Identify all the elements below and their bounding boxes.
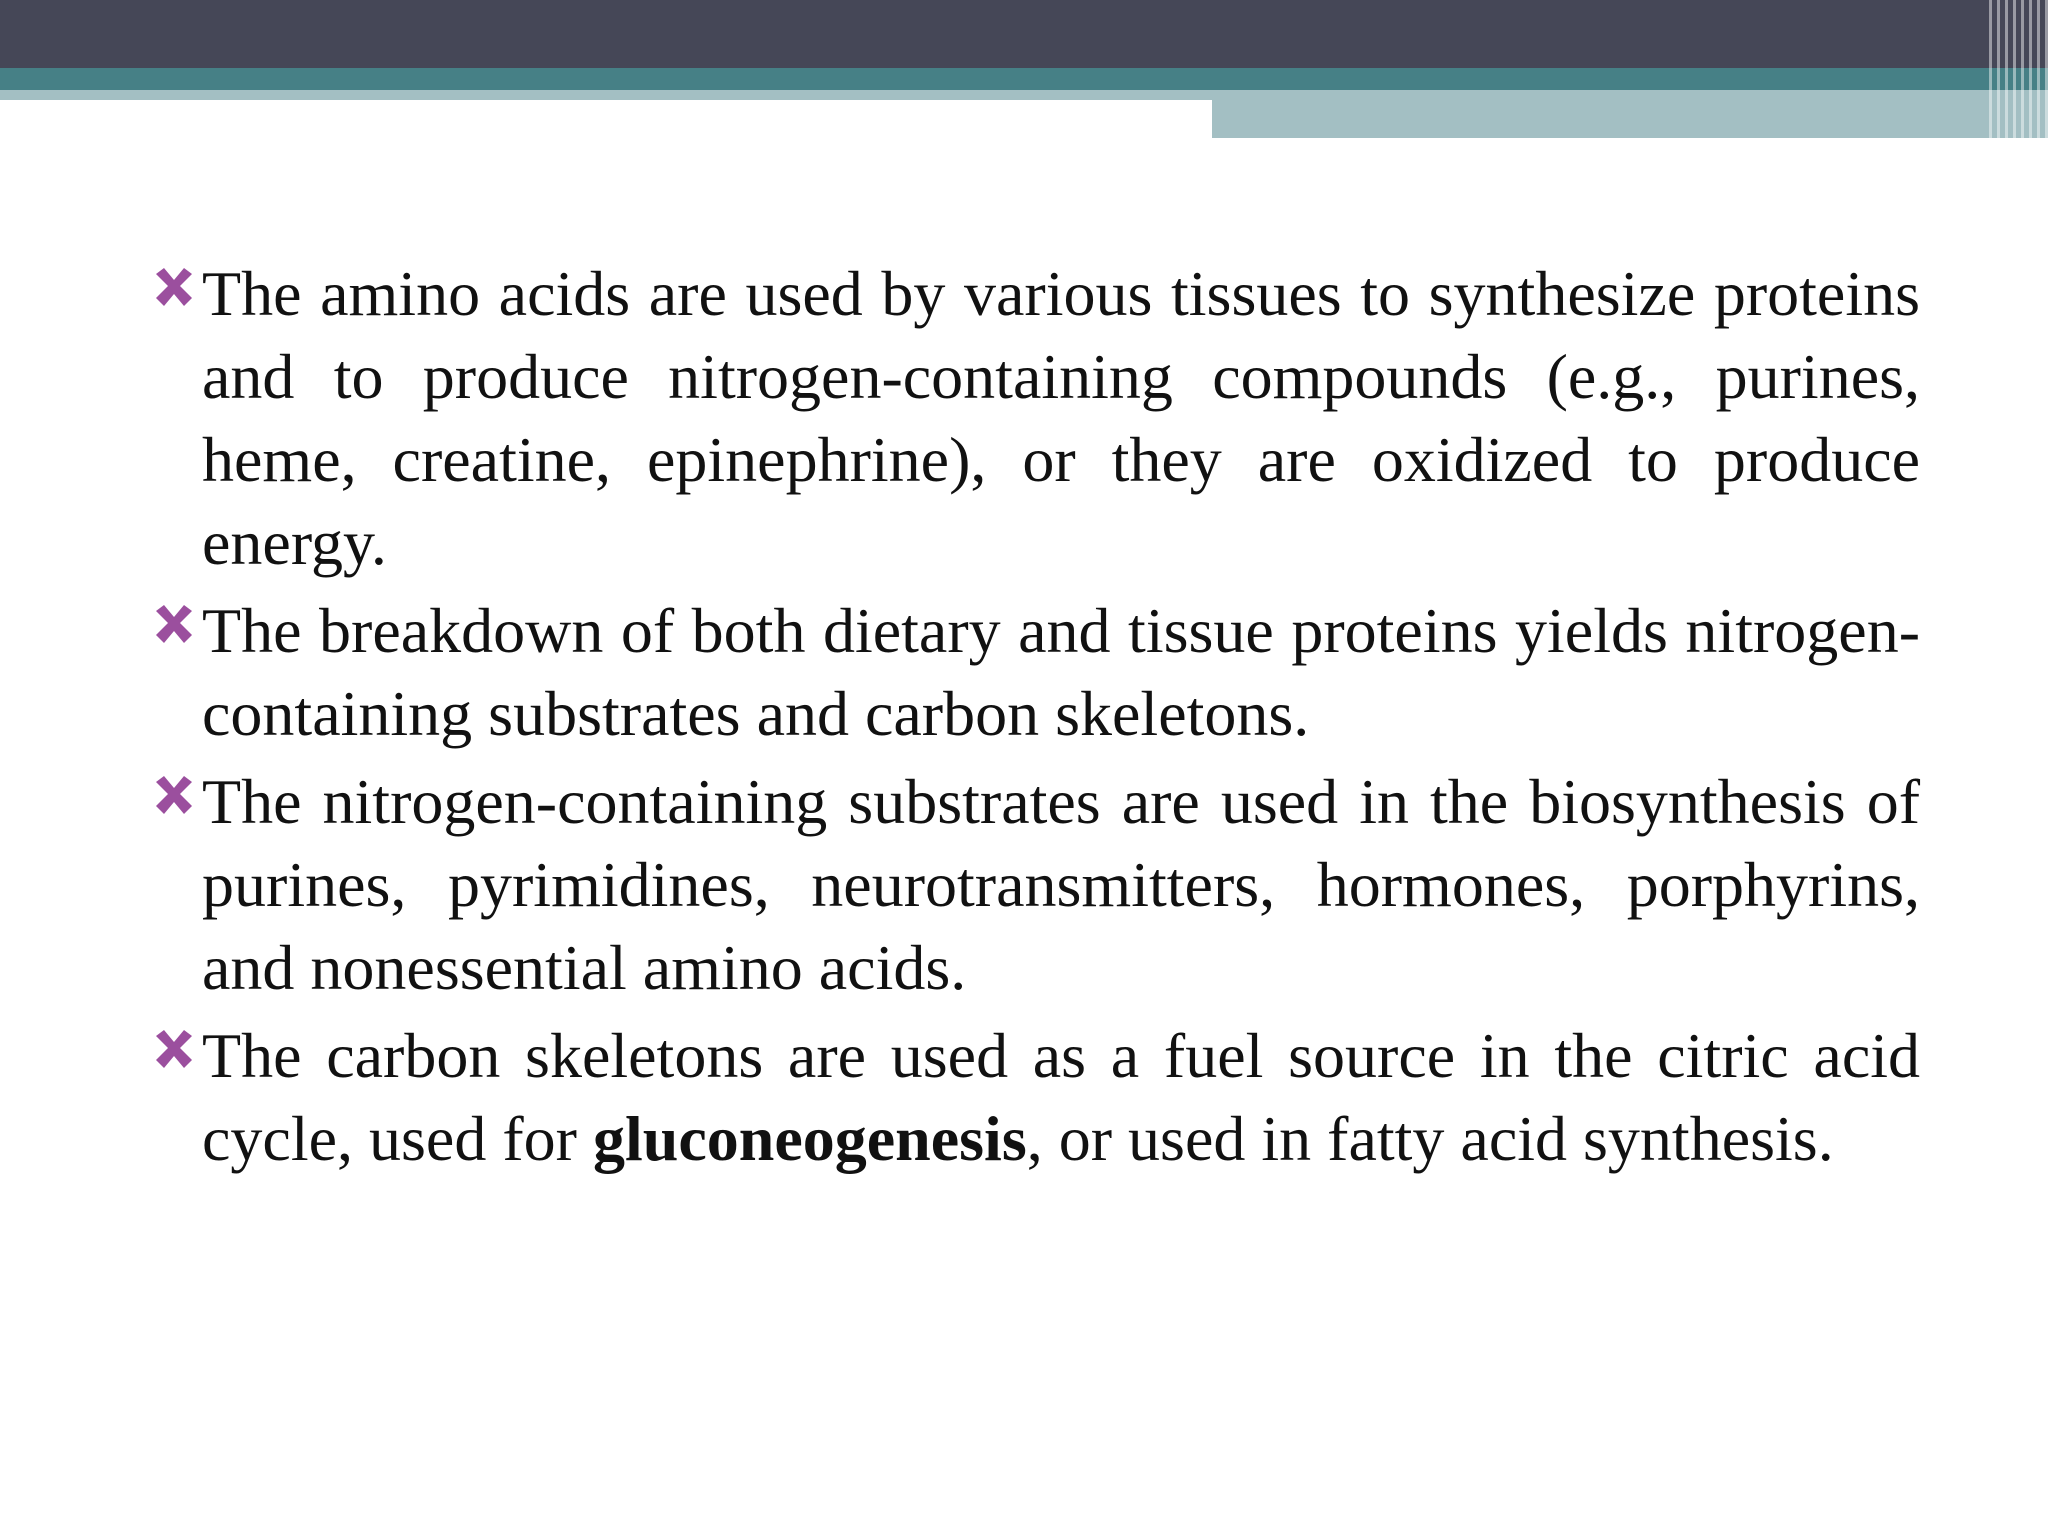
bullet-item <box>150 252 1920 584</box>
bullet-item <box>150 760 1920 1009</box>
header-teal-bar <box>0 68 2048 90</box>
bold-term-gluconeogenesis: gluconeogenesis <box>592 1103 1027 1174</box>
bullet-text <box>202 1020 1920 1174</box>
bullet-text-part: The carbon skeletons are used as a fuel source in the citric acid cycle, used for <box>202 1020 1920 1174</box>
x-mark-icon <box>150 264 198 312</box>
bullet-item <box>150 589 1920 755</box>
bullet-text: The nitrogen-containing substrates are used in the biosynthesis of purines, pyrimidines, neurotransmitters, hormones, porphyrins, and nonessential amino acids. <box>202 766 1920 1003</box>
bullet-text-part: , or used in fatty acid synthesis. <box>1026 1103 1834 1174</box>
header-edge-stripes <box>1984 0 2048 140</box>
header-dark-bar <box>0 0 2048 68</box>
bullet-item <box>150 1014 1920 1180</box>
header-light-bar-right <box>1212 90 2048 138</box>
x-mark-icon <box>150 601 198 649</box>
bullet-text: The amino acids are used by various tissues to synthesize proteins and to produce nitrogen-containing compounds (e.g., purines, heme, creatine, epinephrine), or they are oxidized to produce energy. <box>202 258 1920 578</box>
x-mark-icon <box>150 1026 198 1074</box>
x-mark-icon <box>150 772 198 820</box>
slide-body <box>150 252 1920 1185</box>
header-light-bar-left <box>0 90 1212 100</box>
slide-header-decoration <box>0 0 2048 140</box>
bullet-text: The breakdown of both dietary and tissue proteins yields nitrogen-containing substrates and carbon skeletons. <box>202 595 1920 749</box>
